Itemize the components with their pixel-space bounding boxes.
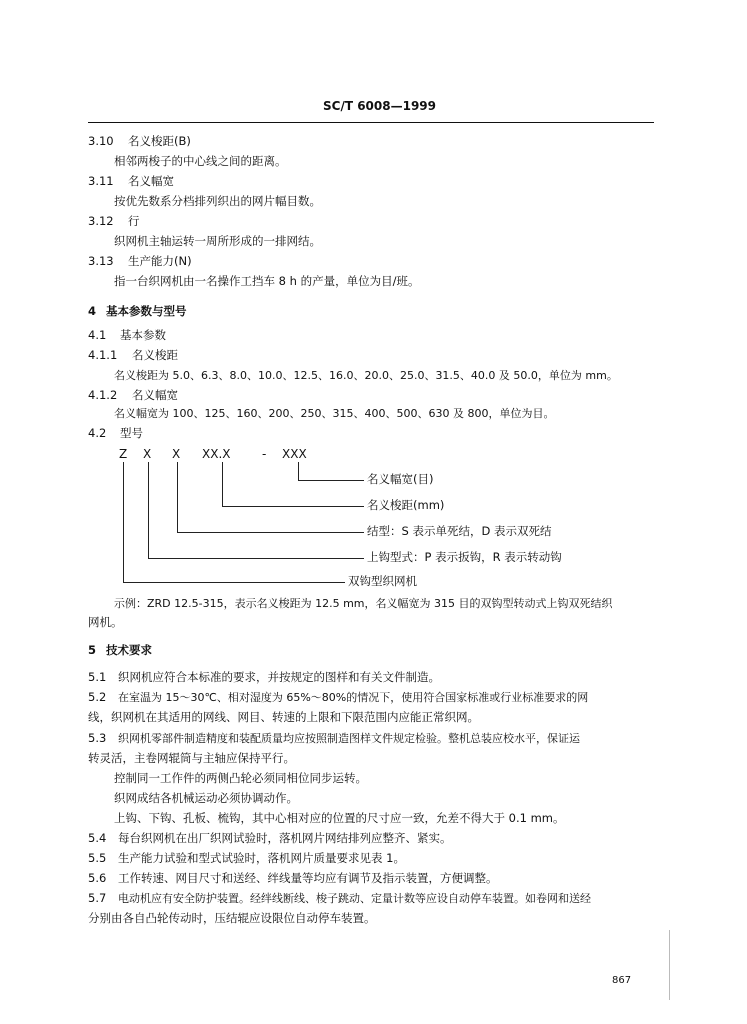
clause-text: 织网机应符合本标准的要求，并按规定的图样和有关文件制造。 <box>118 670 440 684</box>
clause-text: 工作转速、网目尺寸和送经、绊线量等均应有调节及指示装置，方便调整。 <box>118 871 498 885</box>
clause-number: 4.1.2 <box>88 388 118 402</box>
clause-number: 5.3 <box>88 731 107 745</box>
clause-number: 3.12 <box>88 214 114 228</box>
clause-number: 5.7 <box>88 891 107 905</box>
model-code-dash: - <box>262 447 267 461</box>
clause-body: 名义幅宽为 100、125、160、200、250、315、400、500、630 及 800，单位为目。 <box>114 407 555 420</box>
clause-number: 5.1 <box>88 670 107 684</box>
clause-body: 指一台织网机由一名操作工挡车 8 h 的产量，单位为目/班。 <box>114 274 420 288</box>
section-title: 基本参数与型号 <box>106 304 187 318</box>
connector-line <box>148 462 149 558</box>
clause-number: 5.5 <box>88 851 107 865</box>
clause-number: 5.6 <box>88 871 107 885</box>
model-label-hook: 上钩型式：P 表示扳钩，R 表示转动钩 <box>367 550 562 564</box>
clause-number: 4.1 <box>88 328 107 342</box>
connector-line <box>123 462 124 582</box>
clause-body: 名义梭距为 5.0、6.3、8.0、10.0、12.5、16.0、20.0、25.0、31.5、40.0 及 50.0，单位为 mm。 <box>114 369 618 382</box>
scan-margin-mark <box>669 930 670 1000</box>
clause-number: 3.11 <box>88 174 114 188</box>
clause-number: 3.10 <box>88 134 114 148</box>
connector-line <box>298 462 299 480</box>
section-number: 5 <box>88 643 97 657</box>
connector-line <box>222 462 223 506</box>
clause-title: 型号 <box>120 426 143 440</box>
clause-paragraph: 控制同一工作件的两侧凸轮必须同相位同步运转。 <box>114 771 367 785</box>
clause-number: 5.2 <box>88 690 107 704</box>
clause-text-cont: 分别由各自凸轮传动时，压结辊应设限位自动停车装置。 <box>88 911 376 925</box>
clause-title: 名义幅宽 <box>132 388 178 402</box>
model-label-pitch: 名义梭距(mm) <box>367 498 445 512</box>
model-code-prefix: Z <box>119 447 128 461</box>
header-rule <box>88 122 654 123</box>
clause-title: 基本参数 <box>120 328 166 342</box>
clause-number: 4.2 <box>88 426 107 440</box>
standard-number: SC/T 6008—1999 <box>323 99 436 113</box>
clause-text: 织网机零部件制造精度和装配质量均应按照制造图样文件规定检验。整机总装应校水平，保证运 <box>118 732 580 745</box>
clause-text: 在室温为 15～30℃、相对湿度为 65%～80%的情况下，使用符合国家标准或行业标准要求的网 <box>118 691 589 704</box>
clause-title: 行 <box>128 214 140 228</box>
model-label-type: 双钩型织网机 <box>348 574 417 588</box>
model-code-width: XXX <box>282 447 307 461</box>
connector-line <box>148 558 364 559</box>
clause-text: 电动机应有安全防护装置。经绊线断线、梭子跳动、定量计数等应设自动停车装置。如卷网和送经 <box>118 892 591 905</box>
model-code-hook-type: X <box>143 447 152 461</box>
clause-number: 3.13 <box>88 254 114 268</box>
clause-number: 4.1.1 <box>88 348 118 362</box>
clause-paragraph: 织网成结各机械运动必须协调动作。 <box>114 791 298 805</box>
clause-number: 5.4 <box>88 831 107 845</box>
page-number: 867 <box>612 975 632 986</box>
model-code-knot-type: X <box>172 447 181 461</box>
clause-text: 每台织网机在出厂织网试验时，落机网片网结排列应整齐、紧实。 <box>118 831 452 845</box>
clause-title: 名义梭距 <box>132 348 178 362</box>
example-text-cont: 网机。 <box>88 615 123 629</box>
clause-title: 名义梭距(B) <box>128 134 191 148</box>
section-title: 技术要求 <box>106 643 152 657</box>
connector-line <box>177 532 364 533</box>
clause-body: 相邻两梭子的中心线之间的距离。 <box>114 154 287 168</box>
clause-title: 名义幅宽 <box>128 174 174 188</box>
clause-body: 织网机主轴运转一周所形成的一排网结。 <box>114 234 321 248</box>
connector-line <box>298 480 364 481</box>
connector-line <box>222 506 364 507</box>
clause-title: 生产能力(N) <box>128 254 192 268</box>
model-label-width: 名义幅宽(目) <box>367 472 434 486</box>
connector-line <box>123 582 345 583</box>
clause-body: 按优先数系分档排列织出的网片幅目数。 <box>114 194 321 208</box>
example-text: 示例：ZRD 12.5-315，表示名义梭距为 12.5 mm，名义幅宽为 315 目的双钩型转动式上钩双死结织 <box>114 597 613 610</box>
section-number: 4 <box>88 304 97 318</box>
model-label-knot: 结型：S 表示单死结，D 表示双死结 <box>367 524 552 538</box>
model-code-shuttle-pitch: XX.X <box>202 447 231 461</box>
clause-text: 生产能力试验和型式试验时，落机网片质量要求见表 1。 <box>118 851 405 865</box>
connector-line <box>177 462 178 532</box>
clause-paragraph: 上钩、下钩、孔板、梳钩，其中心相对应的位置的尺寸应一致，允差不得大于 0.1 mm。 <box>114 811 565 825</box>
clause-text-cont: 转灵活，主卷网辊筒与主轴应保持平行。 <box>88 751 295 765</box>
clause-text-cont: 线，织网机在其适用的网线、网目、转速的上限和下限范围内应能正常织网。 <box>88 710 479 724</box>
